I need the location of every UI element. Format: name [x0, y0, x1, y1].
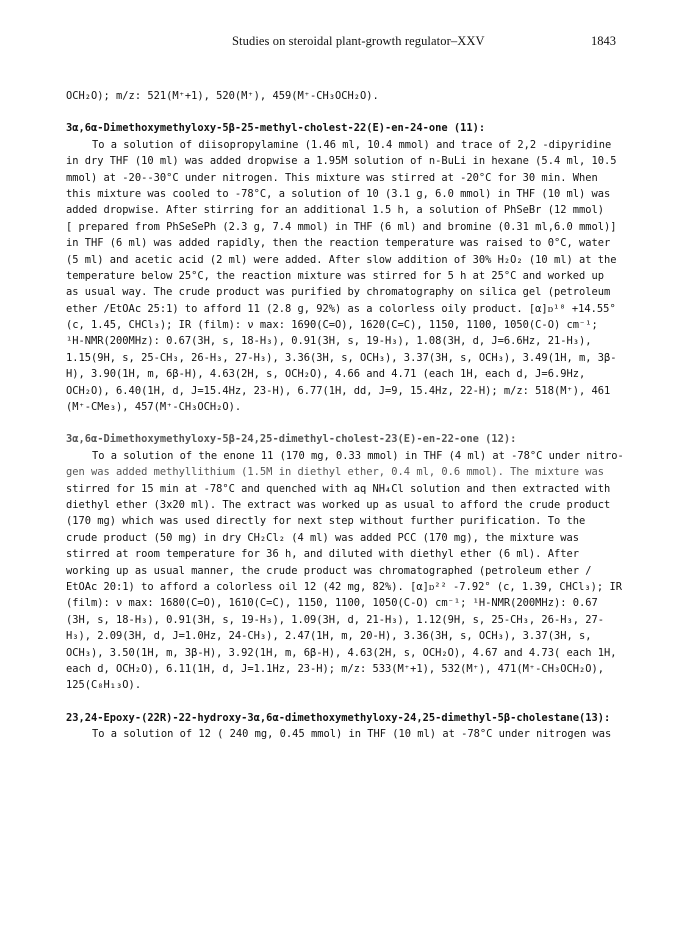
page-number: 1843 — [591, 34, 616, 48]
paragraph-line: working up as usual manner, the crude product was chromatographed (petroleum ether / — [66, 564, 592, 577]
compound-12-heading: 3α,6α-Dimethoxymethyloxy-5β-24,25-dimethyl-cholest-23(E)-en-22-one (12): — [66, 433, 517, 446]
compound-13-heading: 23,24-Epoxy-(22R)-22-hydroxy-3α,6α-dimethoxymethyloxy-24,25-dimethyl-5β-cholestane(13): — [66, 711, 611, 724]
paragraph-line: (3H, s, 18-H₃), 0.91(3H, s, 19-H₃), 1.09(3H, d, 21-H₃), 1.12(9H, s, 25-CH₃, 26-H₃, 27- — [66, 613, 604, 626]
paragraph-line: OCH₃), 3.50(1H, m, 3β-H), 3.92(1H, m, 6β-H), 4.63(2H, s, OCH₂O), 4.67 and 4.73( each 1H, — [66, 646, 617, 659]
paragraph-line: EtOAc 20:1) to afford a colorless oil 12 (42 mg, 82%). [α]ᴅ²² -7.92° (c, 1.39, CHCl₃); IR — [66, 580, 622, 593]
page-header — [0, 34, 680, 52]
compound-13-paragraph — [66, 726, 652, 742]
paragraph-line: this mixture was cooled to -78°C, a solution of 10 (3.1 g, 6.0 mmol) in THF (10 ml) was — [66, 187, 611, 200]
paragraph-line: To a solution of 12 ( 240 mg, 0.45 mmol) in THF (10 ml) at -78°C under nitrogen was — [92, 728, 612, 741]
paragraph-line: temperature below 25°C, the reaction mixture was stirred for 5 h at 25°C and worked up — [66, 269, 604, 282]
paragraph-line: (170 mg) which was used directly for next step without further purification. To the — [66, 515, 586, 528]
paragraph-line: stirred for 15 min at -78°C and quenched with aq NH₄Cl solution and then extracted with — [66, 482, 611, 495]
paragraph-line: as usual way. The crude product was purified by chromatography on silica gel (petroleum — [66, 286, 611, 299]
intro-line: OCH₂O); m/z: 521(M⁺+1), 520(M⁺), 459(M⁺-CH₃OCH₂O). — [66, 90, 379, 102]
article-body — [66, 88, 652, 742]
paragraph-line: (film): ν max: 1680(C=O), 1610(C=C), 1150, 1100, 1050(C-O) cm⁻¹; ¹H-NMR(200MHz): 0.67 — [66, 597, 598, 610]
paragraph-line: [ prepared from PhSeSePh (2.3 g, 7.4 mmol) in THF (6 ml) and bromine (0.31 ml,6.0 mmol)] — [66, 220, 617, 233]
paragraph-line: H₃), 2.09(3H, d, J=1.0Hz, 24-CH₃), 2.47(1H, m, 20-H), 3.36(3H, s, OCH₃), 3.37(3H, s, — [66, 630, 592, 643]
paragraph-line: To a solution of diisopropylamine (1.46 ml, 10.4 mmol) and trace of 2,2 -dipyridine — [92, 138, 612, 151]
compound-11-paragraph — [66, 137, 652, 416]
paragraph-line: ¹H-NMR(200MHz): 0.67(3H, s, 18-H₃), 0.91(3H, s, 19-H₃), 1.08(3H, d, J=6.6Hz, 21-H₃), — [66, 335, 592, 348]
paragraph-line: in dry THF (10 ml) was added dropwise a 1.95M solution of n-BuLi in hexane (5.4 ml, 10.5 — [66, 155, 617, 168]
paragraph-line: diethyl ether (3x20 ml). The extract was worked up as usual to afford the crude product — [66, 498, 611, 511]
paragraph-line: each d, OCH₂O), 6.11(1H, d, J=1.1Hz, 23-H); m/z: 533(M⁺+1), 532(M⁺), 471(M⁺-CH₃OCH₂O), — [66, 662, 604, 675]
paragraph-line: OCH₂O), 6.40(1H, d, J=15.4Hz, 23-H), 6.77(1H, dd, J=9, 15.4Hz, 22-H); m/z: 518(M⁺), 461 — [66, 384, 611, 397]
compound-11-heading: 3α,6α-Dimethoxymethyloxy-5β-25-methyl-cholest-22(E)-en-24-one (11): — [66, 122, 486, 135]
paragraph-line: in THF (6 ml) was added rapidly, then the reaction temperature was raised to 0°C, water — [66, 237, 611, 250]
paragraph-line: (5 ml) and acetic acid (2 ml) were added. After slow addition of 30% H₂O₂ (10 ml) at the — [66, 253, 617, 266]
paragraph-line: 1.15(9H, s, 25-CH₃, 26-H₃, 27-H₃), 3.36(3H, s, OCH₃), 3.37(3H, s, OCH₃), 3.49(1H, m, 3β- — [66, 351, 617, 364]
paragraph-line: (c, 1.45, CHCl₃); IR (film): ν max: 1690(C=O), 1620(C=C), 1150, 1100, 1050(C-O) cm⁻¹; — [66, 319, 598, 332]
paragraph-line: added dropwise. After stirring for an additional 1.5 h, a solution of PhSeBr (12 mmol) — [66, 204, 604, 217]
compound-12-paragraph — [66, 448, 652, 694]
paragraph-line: ether /EtOAc 25:1) to afford 11 (2.8 g, 92%) as a colorless oily product. [α]ᴅ¹⁸ +14.55° — [66, 302, 616, 315]
paragraph-line: To a solution of the enone 11 (170 mg, 0.33 mmol) in THF (4 ml) at -78°C under nitro- — [92, 449, 624, 462]
paragraph-line: (M⁺-CMe₃), 457(M⁺-CH₃OCH₂O). — [66, 401, 242, 414]
running-title: Studies on steroidal plant-growth regulator–XXV — [232, 34, 485, 48]
paragraph-line: mmol) at -20--30°C under nitrogen. This mixture was stirred at -20°C for 30 min. When — [66, 171, 598, 184]
paragraph-line: 125(C₈H₁₃O). — [66, 679, 142, 692]
paragraph-line: crude product (50 mg) in dry CH₂Cl₂ (4 ml) was added PCC (170 mg), the mixture was — [66, 531, 579, 544]
paragraph-line: stirred at room temperature for 36 h, and diluted with diethyl ether (6 ml). After — [66, 548, 579, 561]
paragraph-line: gen was added methyllithium (1.5M in diethyl ether, 0.4 ml, 0.6 mmol). The mixture was — [66, 466, 604, 479]
paragraph-line: H), 3.90(1H, m, 6β-H), 4.63(2H, s, OCH₂O), 4.66 and 4.71 (each 1H, each d, J=6.9Hz, — [66, 368, 586, 381]
